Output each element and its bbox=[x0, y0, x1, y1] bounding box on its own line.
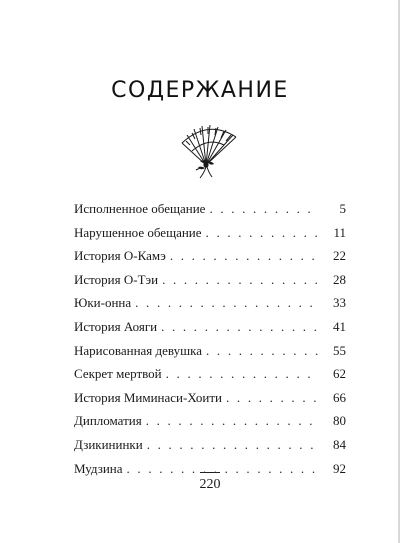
toc-entry-title: Юки-онна bbox=[74, 295, 132, 311]
toc-entry-page: 62 bbox=[333, 366, 346, 382]
toc-leader-dots bbox=[226, 390, 318, 406]
toc-leader-dots bbox=[127, 461, 318, 477]
toc-entry[interactable] bbox=[74, 248, 346, 272]
folding-fan-icon bbox=[178, 121, 240, 181]
toc-leader-dots bbox=[161, 319, 318, 335]
page-number: 220 bbox=[199, 477, 221, 492]
toc-leader-dots bbox=[170, 248, 318, 264]
page-title: СОДЕРЖАНИЕ bbox=[111, 78, 289, 103]
toc-entry[interactable] bbox=[74, 366, 346, 390]
toc-entry-page: 5 bbox=[339, 201, 346, 216]
toc-leader-dots bbox=[135, 295, 318, 311]
toc-entry-title: Исполненное обещание bbox=[74, 201, 206, 216]
toc-entry-title: Секрет мертвой bbox=[74, 366, 162, 382]
toc-leader-dots bbox=[146, 413, 318, 429]
toc-entry-page: 22 bbox=[333, 248, 346, 264]
page-number-rule bbox=[200, 472, 220, 473]
toc-entry-page: 55 bbox=[333, 342, 346, 358]
toc-entry[interactable] bbox=[74, 272, 346, 296]
toc-entry[interactable] bbox=[74, 201, 346, 225]
toc-entry-page: 84 bbox=[333, 436, 346, 452]
toc-entry-page: 11 bbox=[333, 224, 346, 240]
toc-entry-title: История Аояги bbox=[74, 318, 158, 334]
toc-entry[interactable] bbox=[74, 295, 346, 319]
toc-entry[interactable] bbox=[74, 225, 346, 249]
toc-entry-page: 41 bbox=[333, 318, 346, 334]
toc-entry-title: История О-Тэи bbox=[74, 271, 159, 287]
toc-entry-page: 66 bbox=[333, 389, 346, 405]
toc-entry[interactable] bbox=[74, 390, 346, 414]
toc-entry[interactable] bbox=[74, 437, 346, 461]
toc-leader-dots bbox=[209, 201, 318, 217]
toc-entry-page: 33 bbox=[333, 295, 346, 311]
toc-entry-title: Дзикининки bbox=[74, 436, 143, 452]
toc-leader-dots bbox=[206, 343, 318, 359]
toc-entry-page: 28 bbox=[333, 271, 346, 287]
toc-entry[interactable] bbox=[74, 343, 346, 367]
toc-entry-page: 92 bbox=[333, 460, 346, 476]
toc-entry[interactable] bbox=[74, 319, 346, 343]
toc-entry-title: История Миминаси-Хоити bbox=[74, 389, 223, 405]
toc-entry-title: Нарушенное обещание bbox=[74, 224, 202, 240]
toc-entry[interactable] bbox=[74, 413, 346, 437]
toc-entry-page: 80 bbox=[333, 413, 346, 429]
toc-entry-title: История О-Камэ bbox=[74, 248, 166, 264]
toc-leader-dots bbox=[206, 225, 318, 241]
toc-entry-title: Дипломатия bbox=[74, 413, 142, 429]
table-of-contents bbox=[74, 201, 346, 484]
toc-leader-dots bbox=[147, 437, 318, 453]
toc-entry-title: Нарисованная девушка bbox=[74, 342, 203, 358]
toc-leader-dots bbox=[166, 366, 318, 382]
toc-entry-title: Мудзина bbox=[74, 460, 123, 476]
toc-leader-dots bbox=[162, 272, 318, 288]
